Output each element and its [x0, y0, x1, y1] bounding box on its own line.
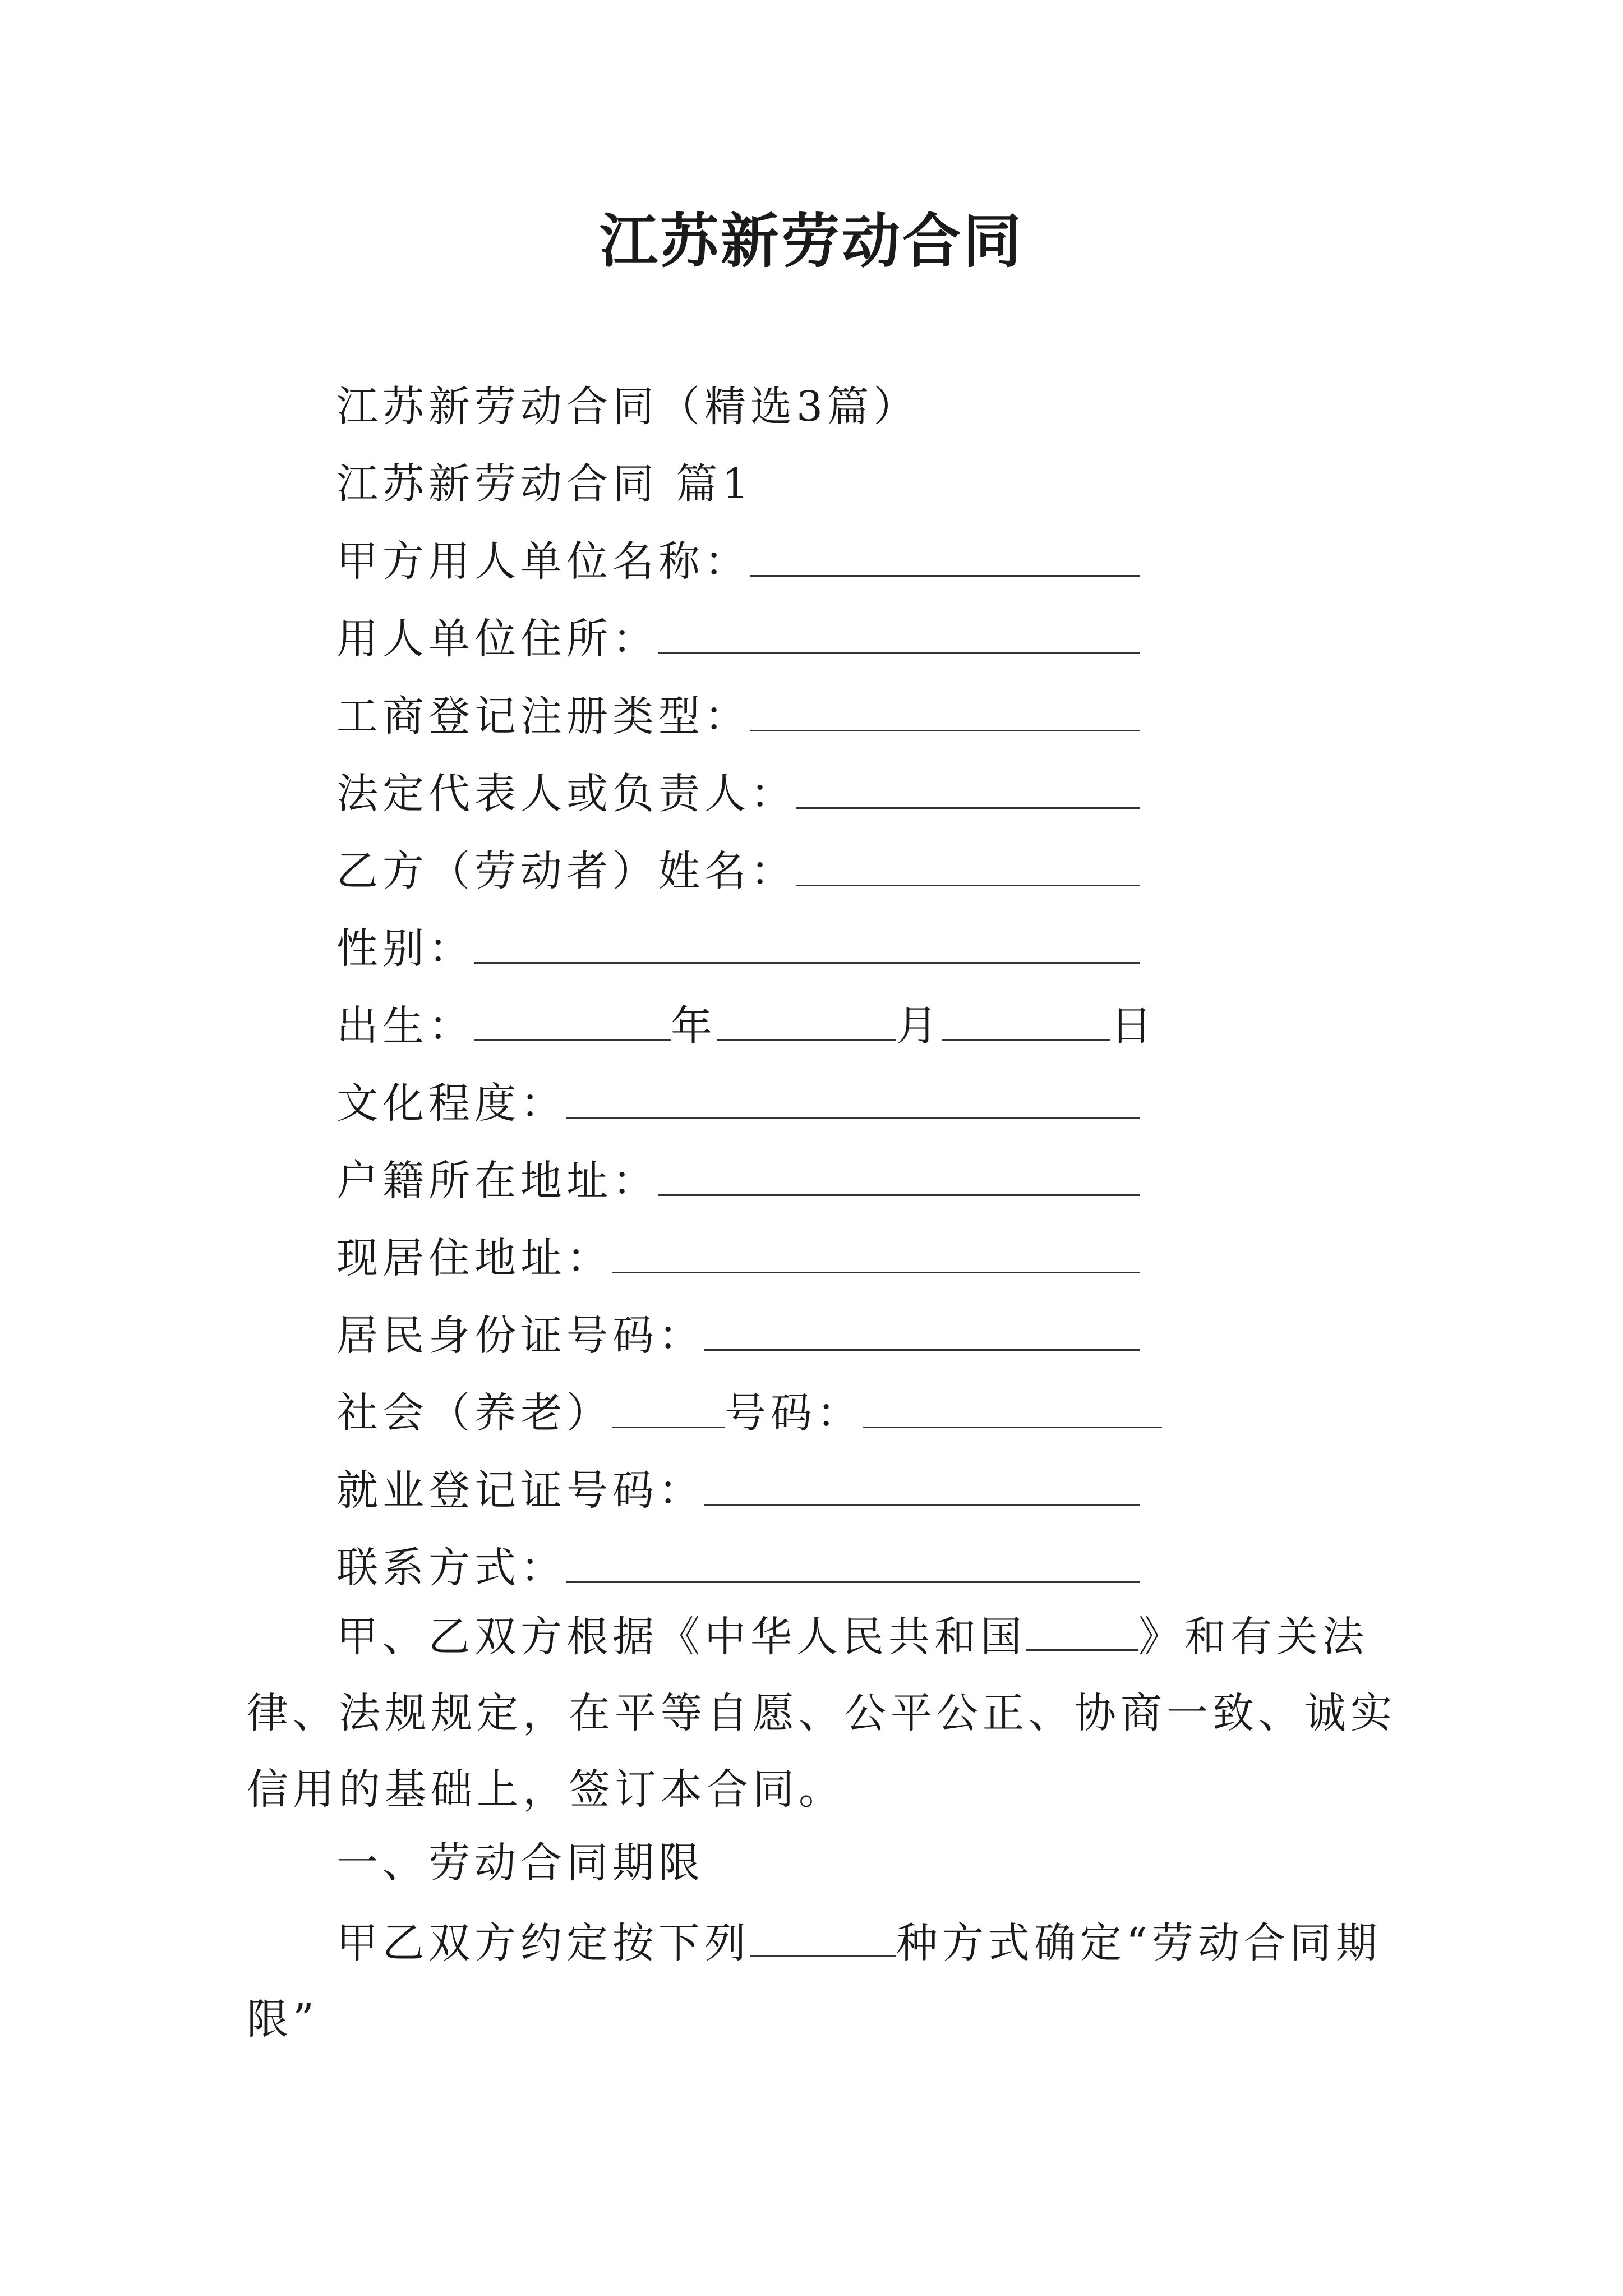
registration-type-blank[interactable] — [750, 729, 1140, 731]
subtitle-text: 江苏新劳动合同（精选3篇） — [336, 383, 920, 431]
employer-name-blank[interactable] — [750, 574, 1140, 577]
paragraph-basis-part1: 甲、乙双方根据《中华人民共和国 — [336, 1613, 1026, 1661]
field-label: 文化程度： — [336, 1079, 566, 1128]
paragraph-term — [247, 1905, 1436, 2058]
paragraph-term-part1: 甲乙双方约定按下列 — [336, 1919, 750, 1967]
field-label: 工商登记注册类型： — [336, 692, 750, 740]
paragraph-term-part2: 种方式确定“劳动合同期限” — [247, 1919, 1382, 2044]
field-label: 就业登记证号码： — [336, 1466, 704, 1515]
field-label: 居民身份证号码： — [336, 1312, 704, 1360]
field-label: 联系方式： — [336, 1544, 566, 1592]
education-blank[interactable] — [566, 1116, 1140, 1119]
field-employer-name — [336, 531, 1140, 592]
field-label: 社会（养老） — [336, 1389, 612, 1437]
birth-year-blank[interactable] — [474, 1039, 671, 1041]
birth-month-blank[interactable] — [717, 1039, 896, 1041]
household-address-blank[interactable] — [658, 1194, 1140, 1196]
field-label: 性别： — [336, 924, 474, 973]
current-address-blank[interactable] — [612, 1271, 1140, 1273]
field-social-insurance — [336, 1382, 1162, 1444]
social-type-blank[interactable] — [612, 1426, 725, 1428]
field-label: 现居住地址： — [336, 1234, 612, 1282]
legal-rep-blank[interactable] — [796, 807, 1140, 809]
field-current-address — [336, 1227, 1140, 1289]
section-heading-text: 一、劳动合同期限 — [336, 1839, 704, 1887]
field-id-number — [336, 1305, 1140, 1366]
paragraph-basis-part2: 》和有关法律、法规规定，在平等自愿、公平公正、协商一致、诚实信用的基础上，签订本合同。 — [247, 1613, 1396, 1814]
term-method-blank[interactable] — [750, 1955, 896, 1957]
contact-blank[interactable] — [566, 1581, 1140, 1583]
id-number-blank[interactable] — [704, 1349, 1140, 1351]
field-education — [336, 1073, 1140, 1134]
gender-blank[interactable] — [474, 961, 1140, 964]
birth-month-label: 月 — [896, 1002, 942, 1050]
document-title: 江苏新劳动合同 — [599, 206, 1023, 275]
field-employer-address — [336, 608, 1140, 670]
field-label: 法定代表人或负责人： — [336, 770, 796, 818]
field-gender — [336, 918, 1140, 979]
field-legal-rep — [336, 763, 1140, 825]
birth-day-blank[interactable] — [942, 1039, 1110, 1041]
paragraph-basis — [247, 1599, 1436, 1828]
field-household-address — [336, 1150, 1140, 1212]
field-contact — [336, 1537, 1140, 1599]
field-registration-type — [336, 685, 1140, 747]
field-label: 用人单位住所： — [336, 615, 658, 663]
field-label: 户籍所在地址： — [336, 1157, 658, 1205]
birth-year-label: 年 — [671, 1002, 717, 1050]
birth-day-label: 日 — [1110, 1002, 1156, 1050]
field-label: 甲方用人单位名称： — [336, 537, 750, 586]
employee-name-blank[interactable] — [796, 884, 1140, 886]
field-label: 乙方（劳动者）姓名： — [336, 847, 796, 895]
employer-address-blank[interactable] — [658, 652, 1140, 654]
social-number-blank[interactable] — [863, 1426, 1162, 1428]
employment-reg-blank[interactable] — [704, 1503, 1140, 1506]
subtitle — [336, 376, 1178, 438]
chapter-heading-text: 江苏新劳动合同 篇1 — [336, 460, 753, 508]
section-heading — [336, 1832, 1178, 1894]
field-label: 出生： — [336, 1002, 474, 1050]
law-name-blank[interactable] — [1026, 1649, 1138, 1651]
chapter-heading — [336, 453, 1178, 515]
field-birth — [336, 995, 1156, 1057]
field-employment-reg — [336, 1460, 1140, 1521]
field-label: 号码： — [725, 1389, 863, 1437]
field-employee-name — [336, 840, 1140, 902]
